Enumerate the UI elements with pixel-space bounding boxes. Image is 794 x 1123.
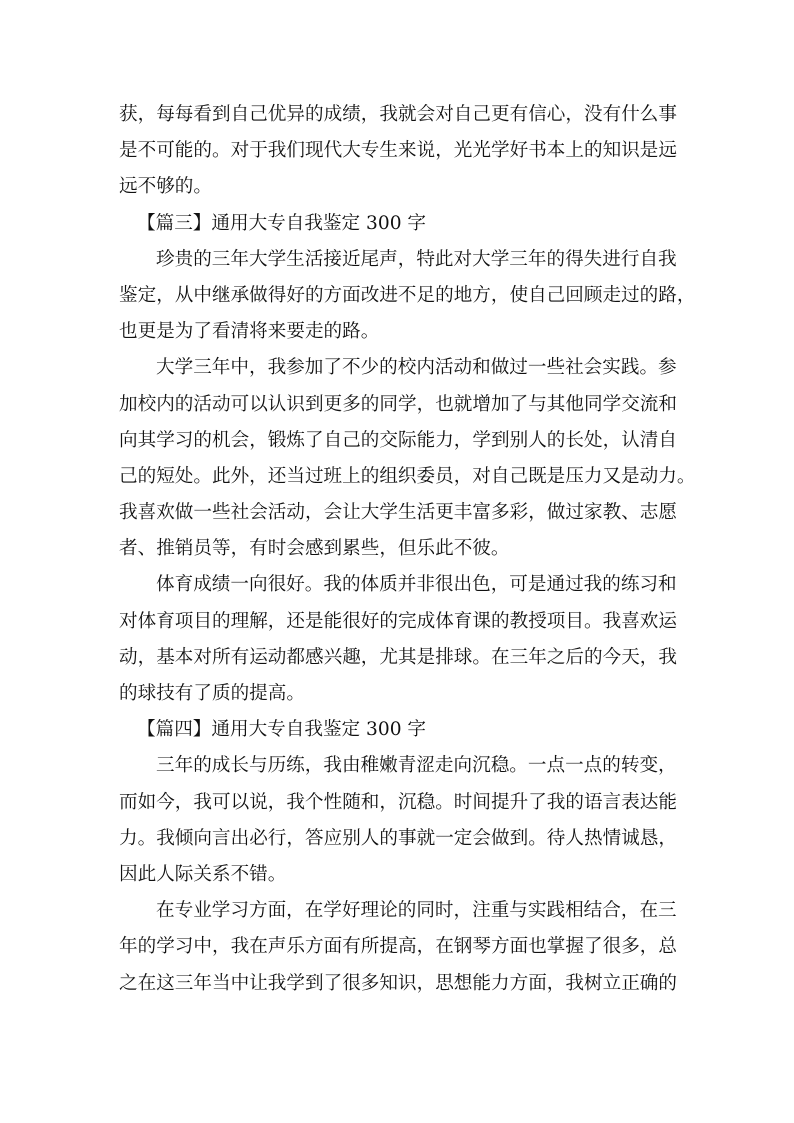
text-line: 力。我倾向言出必行，答应别人的事就一定会做到。待人热情诚恳， xyxy=(119,827,677,849)
text-line: 对体育项目的理解，还是能很好的完成体育课的教授项目。我喜欢运 xyxy=(119,610,677,632)
text-line: 因此人际关系不错。 xyxy=(119,863,287,885)
paragraph-start: 大学三年中，我参加了不少的校内活动和做过一些社会实践。参 xyxy=(156,357,677,379)
document-page xyxy=(119,97,696,1002)
text-line: 己的短处。此外，还当过班上的组织委员，对自己既是压力又是动力。 xyxy=(119,465,696,487)
paragraph-start: 体育成绩一向很好。我的体质并非很出色，可是通过我的练习和 xyxy=(156,574,677,596)
paragraph-start: 在专业学习方面，在学好理论的同时，注重与实践相结合，在三 xyxy=(156,900,677,922)
text-line: 动，基本对所有运动都感兴趣，尤其是排球。在三年之后的今天，我 xyxy=(119,646,677,668)
text-line: 向其学习的机会，锻炼了自己的交际能力，学到别人的长处，认清自 xyxy=(119,429,677,451)
section-heading-4: 【篇四】通用大专自我鉴定 300 字 xyxy=(137,719,427,741)
text-line: 之在这三年当中让我学到了很多知识，思想能力方面，我树立正确的 xyxy=(119,972,677,994)
text-line: 者、推销员等，有时会感到累些，但乐此不彼。 xyxy=(119,538,510,560)
text-line: 而如今，我可以说，我个性随和，沉稳。时间提升了我的语言表达能 xyxy=(119,791,677,813)
text-line: 年的学习中，我在声乐方面有所提高，在钢琴方面也掌握了很多，总 xyxy=(119,936,677,958)
paragraph-start: 珍贵的三年大学生活接近尾声，特此对大学三年的得失进行自我 xyxy=(156,248,677,270)
text-line: 是不可能的。对于我们现代大专生来说，光光学好书本上的知识是远 xyxy=(119,140,677,162)
text-line: 鉴定，从中继承做得好的方面改进不足的地方，使自己回顾走过的路， xyxy=(119,284,696,306)
text-line: 加校内的活动可以认识到更多的同学，也就增加了与其他同学交流和 xyxy=(119,393,677,415)
text-line: 远不够的。 xyxy=(119,176,212,198)
paragraph-start: 三年的成长与历练，我由稚嫩青涩走向沉稳。一点一点的转变， xyxy=(156,755,677,777)
text-line: 也更是为了看清将来要走的路。 xyxy=(119,321,380,343)
text-line: 获，每每看到自己优异的成绩，我就会对自己更有信心，没有什么事 xyxy=(119,104,677,125)
text-line: 的球技有了质的提高。 xyxy=(119,683,305,704)
text-line: 我喜欢做一些社会活动，会让大学生活更丰富多彩，做过家教、志愿 xyxy=(119,502,677,524)
section-heading-3: 【篇三】通用大专自我鉴定 300 字 xyxy=(137,212,427,234)
